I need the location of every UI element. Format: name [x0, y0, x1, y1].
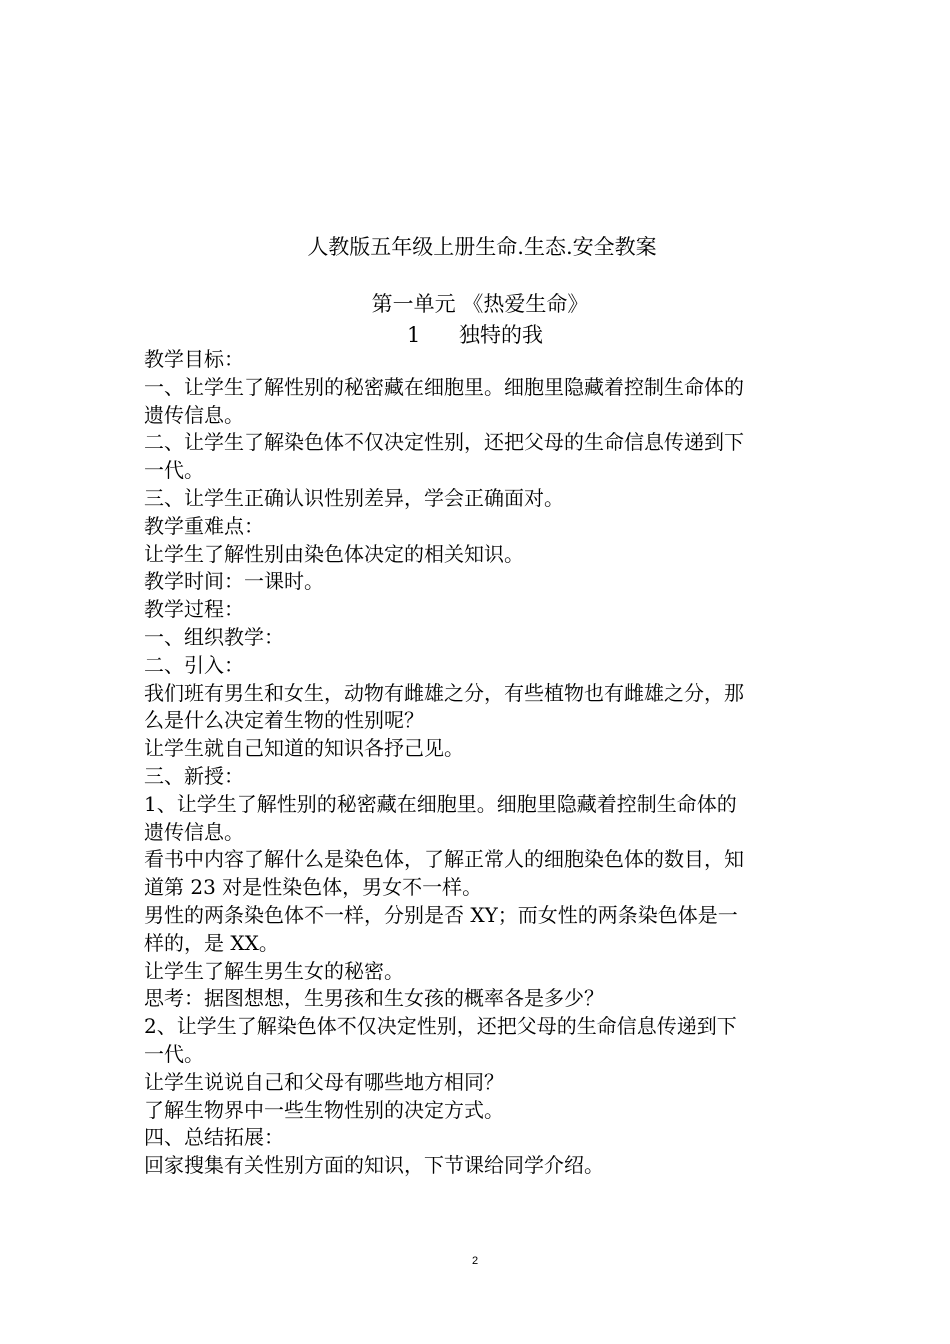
text-line: 了解生物界中一些生物性别的决定方式。 — [144, 1097, 504, 1122]
text-line: 教学重难点： — [144, 513, 264, 538]
unit-title: 第一单元 《热爱生命》 — [371, 292, 589, 316]
lesson-heading — [0, 321, 950, 349]
text-line: 让学生了解生男生女的秘密。 — [144, 958, 404, 983]
text-line: 二、让学生了解染色体不仅决定性别，还把父母的生命信息传递到下 — [144, 430, 744, 455]
text-line: 遗传信息。 — [144, 402, 244, 427]
text-line: 三、让学生正确认识性别差异，学会正确面对。 — [144, 485, 564, 510]
text-line: 思考：据图想想，生男孩和生女孩的概率各是多少？ — [144, 986, 604, 1011]
text-line: 样的，是 XX。 — [144, 930, 279, 955]
document-title: 人教版五年级上册生命.生态.安全教案 — [307, 235, 657, 259]
page-number: 2 — [471, 1255, 479, 1267]
text-line: 我们班有男生和女生，动物有雌雄之分，有些植物也有雌雄之分，那 — [144, 680, 744, 705]
text-line: 2、让学生了解染色体不仅决定性别，还把父母的生命信息传递到下 — [144, 1014, 737, 1039]
text-line: 一、组织教学： — [144, 624, 284, 649]
lesson-title: 独特的我 — [459, 323, 543, 347]
text-line: 教学目标： — [144, 347, 244, 371]
text-line: 让学生了解性别由染色体决定的相关知识。 — [144, 541, 524, 566]
text-line: 教学时间：一课时。 — [144, 569, 324, 594]
text-line: 一代。 — [144, 1041, 204, 1066]
text-line: 四、总结拓展： — [144, 1125, 284, 1150]
text-line: 三、新授： — [144, 763, 244, 788]
text-line: 看书中内容了解什么是染色体，了解正常人的细胞染色体的数目，知 — [144, 847, 744, 872]
text-line: 让学生就自己知道的知识各抒己见。 — [144, 736, 464, 761]
text-line: 么是什么决定着生物的性别呢？ — [144, 708, 424, 733]
text-line: 1、让学生了解性别的秘密藏在细胞里。细胞里隐藏着控制生命体的 — [144, 791, 737, 816]
text-line: 让学生说说自己和父母有哪些地方相同？ — [144, 1069, 504, 1094]
text-line: 男性的两条染色体不一样，分别是否 XY；而女性的两条染色体是一 — [144, 902, 738, 927]
lesson-body — [144, 346, 814, 1180]
text-line: 遗传信息。 — [144, 819, 244, 844]
text-line: 一、让学生了解性别的秘密藏在细胞里。细胞里隐藏着控制生命体的 — [144, 374, 744, 399]
text-line: 教学过程： — [144, 597, 244, 622]
lesson-number: 1 — [407, 323, 421, 347]
text-line: 回家搜集有关性别方面的知识，下节课给同学介绍。 — [144, 1153, 604, 1178]
text-line: 二、引入： — [144, 652, 244, 677]
text-line: 道第 23 对是性染色体，男女不一样。 — [144, 875, 483, 900]
text-line: 一代。 — [144, 458, 204, 483]
